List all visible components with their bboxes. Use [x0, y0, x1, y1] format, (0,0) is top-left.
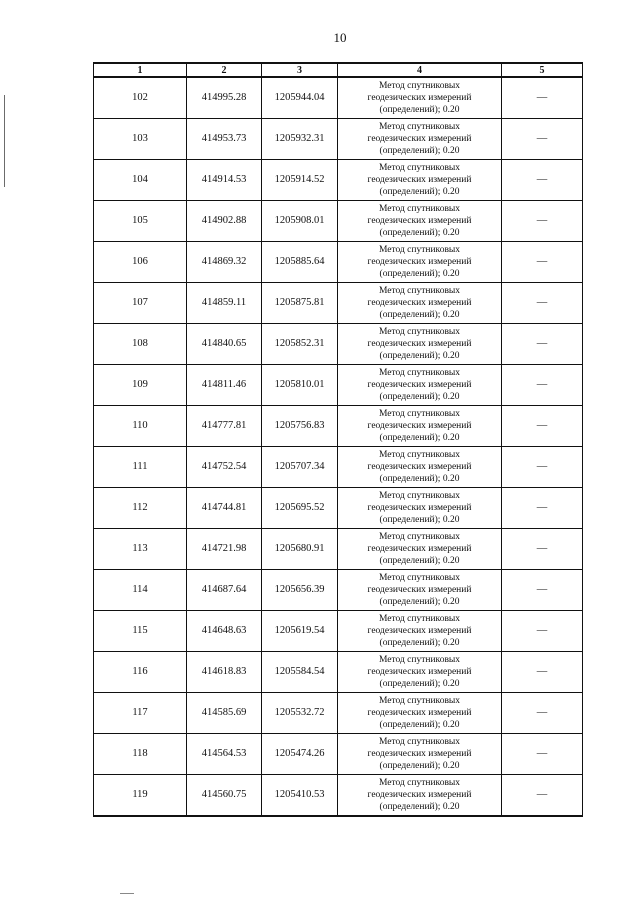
method-line: (определений); 0.20	[379, 310, 460, 320]
coord-y-cell: 1205944.04	[262, 77, 338, 119]
method-cell	[338, 734, 502, 775]
coord-x-cell: 414585.69	[187, 693, 262, 734]
point-number-cell: 119	[94, 775, 187, 817]
col5-cell: —	[502, 529, 583, 570]
method-line: (определений); 0.20	[379, 597, 460, 607]
coord-x-cell: 414560.75	[187, 775, 262, 817]
method-cell	[338, 693, 502, 734]
point-number-cell: 103	[94, 119, 187, 160]
method-cell	[338, 283, 502, 324]
point-number-cell: 106	[94, 242, 187, 283]
method-line: (определений); 0.20	[379, 433, 460, 443]
col5-cell: —	[502, 734, 583, 775]
coord-x-cell: 414648.63	[187, 611, 262, 652]
table-row	[94, 160, 583, 201]
point-number-cell: 107	[94, 283, 187, 324]
scan-bottom-mark	[120, 893, 134, 894]
point-number-cell: 104	[94, 160, 187, 201]
method-line: Метод спутниковых	[378, 122, 461, 132]
method-line: геодезических измерений	[367, 790, 472, 800]
col5-cell: —	[502, 447, 583, 488]
table-row	[94, 775, 583, 817]
coord-y-cell: 1205810.01	[262, 365, 338, 406]
point-number-cell: 110	[94, 406, 187, 447]
coord-y-cell: 1205474.26	[262, 734, 338, 775]
point-number-cell: 108	[94, 324, 187, 365]
method-line: геодезических измерений	[367, 93, 472, 103]
method-cell	[338, 447, 502, 488]
col5-cell: —	[502, 201, 583, 242]
coord-y-cell: 1205932.31	[262, 119, 338, 160]
table-row	[94, 324, 583, 365]
scan-edge-mark	[4, 95, 5, 187]
coord-y-cell: 1205756.83	[262, 406, 338, 447]
method-line: Метод спутниковых	[378, 368, 461, 378]
coord-x-cell: 414777.81	[187, 406, 262, 447]
point-number-cell: 111	[94, 447, 187, 488]
method-line: Метод спутниковых	[378, 655, 461, 665]
coord-x-cell: 414914.53	[187, 160, 262, 201]
col5-cell: —	[502, 324, 583, 365]
header-col-4: 4	[338, 63, 502, 77]
header-col-1: 1	[94, 63, 187, 77]
method-line: геодезических измерений	[367, 462, 472, 472]
method-line: (определений); 0.20	[379, 392, 460, 402]
coord-x-cell: 414744.81	[187, 488, 262, 529]
coordinates-table	[93, 62, 583, 817]
method-line: геодезических измерений	[367, 708, 472, 718]
col5-cell: —	[502, 77, 583, 119]
method-cell	[338, 652, 502, 693]
coord-y-cell: 1205695.52	[262, 488, 338, 529]
method-line: геодезических измерений	[367, 380, 472, 390]
table-row	[94, 529, 583, 570]
method-line: (определений); 0.20	[379, 802, 460, 812]
method-cell	[338, 119, 502, 160]
coord-y-cell: 1205584.54	[262, 652, 338, 693]
method-line: геодезических измерений	[367, 257, 472, 267]
method-line: Метод спутниковых	[378, 696, 461, 706]
coord-y-cell: 1205885.64	[262, 242, 338, 283]
method-line: Метод спутниковых	[378, 532, 461, 542]
method-line: Метод спутниковых	[378, 491, 461, 501]
coord-y-cell: 1205852.31	[262, 324, 338, 365]
method-line: Метод спутниковых	[378, 163, 461, 173]
method-line: (определений); 0.20	[379, 187, 460, 197]
coord-y-cell: 1205410.53	[262, 775, 338, 817]
table-row	[94, 611, 583, 652]
table-header-row	[94, 63, 583, 77]
method-line: (определений); 0.20	[379, 679, 460, 689]
header-col-3: 3	[262, 63, 338, 77]
table-row	[94, 734, 583, 775]
method-line: (определений); 0.20	[379, 515, 460, 525]
method-cell	[338, 529, 502, 570]
table-row	[94, 488, 583, 529]
col5-cell: —	[502, 283, 583, 324]
col5-cell: —	[502, 365, 583, 406]
col5-cell: —	[502, 775, 583, 817]
method-cell	[338, 365, 502, 406]
col5-cell: —	[502, 611, 583, 652]
point-number-cell: 109	[94, 365, 187, 406]
method-cell	[338, 775, 502, 817]
method-line: геодезических измерений	[367, 216, 472, 226]
point-number-cell: 112	[94, 488, 187, 529]
coord-x-cell: 414840.65	[187, 324, 262, 365]
table-row	[94, 365, 583, 406]
table-row	[94, 283, 583, 324]
coord-x-cell: 414687.64	[187, 570, 262, 611]
method-line: геодезических измерений	[367, 134, 472, 144]
method-line: (определений); 0.20	[379, 761, 460, 771]
method-cell	[338, 611, 502, 652]
method-line: геодезических измерений	[367, 544, 472, 554]
point-number-cell: 117	[94, 693, 187, 734]
table-row	[94, 652, 583, 693]
coord-x-cell: 414811.46	[187, 365, 262, 406]
coord-x-cell: 414618.83	[187, 652, 262, 693]
method-cell	[338, 570, 502, 611]
coord-x-cell: 414902.88	[187, 201, 262, 242]
col5-cell: —	[502, 693, 583, 734]
method-line: геодезических измерений	[367, 667, 472, 677]
method-line: (определений); 0.20	[379, 105, 460, 115]
table-row	[94, 201, 583, 242]
header-col-2: 2	[187, 63, 262, 77]
col5-cell: —	[502, 488, 583, 529]
col5-cell: —	[502, 160, 583, 201]
method-line: геодезических измерений	[367, 503, 472, 513]
point-number-cell: 116	[94, 652, 187, 693]
method-line: геодезических измерений	[367, 175, 472, 185]
method-line: геодезических измерений	[367, 749, 472, 759]
coord-y-cell: 1205875.81	[262, 283, 338, 324]
coord-y-cell: 1205908.01	[262, 201, 338, 242]
method-cell	[338, 160, 502, 201]
table-row	[94, 693, 583, 734]
method-line: (определений); 0.20	[379, 556, 460, 566]
point-number-cell: 113	[94, 529, 187, 570]
method-cell	[338, 201, 502, 242]
method-line: Метод спутниковых	[378, 737, 461, 747]
coord-x-cell: 414953.73	[187, 119, 262, 160]
page-number: 10	[333, 30, 347, 45]
method-cell	[338, 488, 502, 529]
coord-y-cell: 1205619.54	[262, 611, 338, 652]
method-line: Метод спутниковых	[378, 450, 461, 460]
col5-cell: —	[502, 242, 583, 283]
col5-cell: —	[502, 652, 583, 693]
table-row	[94, 119, 583, 160]
coord-y-cell: 1205680.91	[262, 529, 338, 570]
method-line: (определений); 0.20	[379, 351, 460, 361]
table-body	[94, 77, 583, 816]
method-line: Метод спутниковых	[378, 614, 461, 624]
method-cell	[338, 242, 502, 283]
method-cell	[338, 77, 502, 119]
coord-y-cell: 1205532.72	[262, 693, 338, 734]
coord-y-cell: 1205707.34	[262, 447, 338, 488]
table-row	[94, 570, 583, 611]
table-row	[94, 242, 583, 283]
coord-x-cell: 414869.32	[187, 242, 262, 283]
method-line: геодезических измерений	[367, 339, 472, 349]
method-line: Метод спутниковых	[378, 204, 461, 214]
col5-cell: —	[502, 406, 583, 447]
method-line: Метод спутниковых	[378, 573, 461, 583]
method-line: (определений); 0.20	[379, 269, 460, 279]
method-line: геодезических измерений	[367, 626, 472, 636]
point-number-cell: 105	[94, 201, 187, 242]
coord-x-cell: 414859.11	[187, 283, 262, 324]
method-line: (определений); 0.20	[379, 638, 460, 648]
method-line: Метод спутниковых	[378, 245, 461, 255]
header-col-5: 5	[502, 63, 583, 77]
method-line: геодезических измерений	[367, 421, 472, 431]
col5-cell: —	[502, 119, 583, 160]
coord-x-cell: 414752.54	[187, 447, 262, 488]
table-row	[94, 406, 583, 447]
method-line: геодезических измерений	[367, 298, 472, 308]
method-line: Метод спутниковых	[378, 409, 461, 419]
method-line: (определений); 0.20	[379, 146, 460, 156]
coord-x-cell: 414995.28	[187, 77, 262, 119]
method-line: Метод спутниковых	[378, 286, 461, 296]
method-cell	[338, 406, 502, 447]
method-line: (определений); 0.20	[379, 228, 460, 238]
point-number-cell: 118	[94, 734, 187, 775]
method-line: Метод спутниковых	[378, 327, 461, 337]
point-number-cell: 115	[94, 611, 187, 652]
table-row	[94, 77, 583, 119]
coord-x-cell: 414721.98	[187, 529, 262, 570]
method-line: (определений); 0.20	[379, 474, 460, 484]
coord-y-cell: 1205914.52	[262, 160, 338, 201]
method-line: (определений); 0.20	[379, 720, 460, 730]
method-cell	[338, 324, 502, 365]
method-line: геодезических измерений	[367, 585, 472, 595]
table-row	[94, 447, 583, 488]
coord-y-cell: 1205656.39	[262, 570, 338, 611]
point-number-cell: 102	[94, 77, 187, 119]
method-line: Метод спутниковых	[378, 778, 461, 788]
coord-x-cell: 414564.53	[187, 734, 262, 775]
method-line: Метод спутниковых	[378, 81, 461, 91]
col5-cell: —	[502, 570, 583, 611]
point-number-cell: 114	[94, 570, 187, 611]
